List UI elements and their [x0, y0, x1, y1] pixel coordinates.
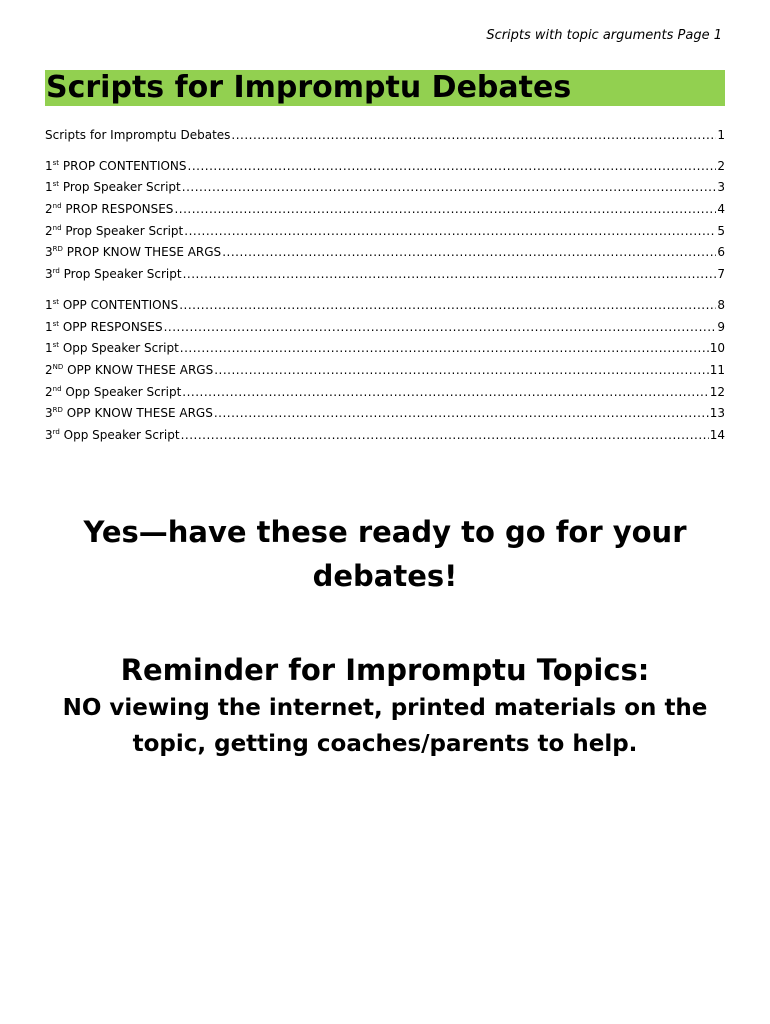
reminder-rule: NO viewing the internet, printed materials on the topic, getting coaches/parents to help. [62, 695, 708, 757]
toc-dot-leader [183, 267, 717, 281]
toc-entry-ordinal-suffix: st [52, 158, 60, 167]
toc-dot-leader [181, 428, 709, 442]
toc-entry-text: PROP CONTENTIONS [59, 158, 187, 173]
title-bar [45, 70, 725, 106]
toc-entry-ordinal: 3 [45, 267, 53, 282]
toc-entry-text: Prop Speaker Script [59, 180, 181, 195]
table-of-contents [45, 128, 725, 450]
toc-dot-leader [174, 202, 716, 216]
toc-entry-label [45, 363, 213, 377]
toc-dot-leader [164, 320, 717, 334]
toc-entry-text: Prop Speaker Script [59, 267, 182, 282]
toc-entry-ordinal-suffix: nd [52, 202, 62, 211]
toc-entry-text: PROP RESPONSES [61, 202, 174, 217]
toc-entry-text: Opp Speaker Script [59, 341, 179, 356]
toc-page-number: 6 [717, 245, 725, 260]
document-title: Scripts for Impromptu Debates [46, 70, 572, 105]
toc-entry-ordinal: 3 [45, 406, 53, 421]
toc-entry-text: OPP KNOW THESE ARGS [63, 362, 214, 377]
toc-entry-text: Opp Speaker Script [59, 427, 180, 442]
toc-page-number: 13 [709, 406, 725, 421]
toc-entry-ordinal: 1 [45, 180, 53, 195]
toc-page-number: 2 [717, 158, 725, 173]
toc-group [45, 159, 725, 289]
toc-entry-ordinal: 2 [45, 384, 53, 399]
toc-entry-text: Prop Speaker Script [61, 223, 184, 238]
toc-page-number: 8 [717, 297, 725, 312]
toc-entry-text: Opp Speaker Script [61, 384, 182, 399]
toc-entry-ordinal: 2 [45, 202, 53, 217]
toc-entry-label [45, 341, 179, 355]
toc-entry-ordinal-suffix: rd [52, 267, 60, 276]
toc-entry[interactable] [45, 159, 725, 181]
toc-entry[interactable] [45, 320, 725, 342]
toc-page-number: 3 [717, 180, 725, 195]
ready-callout: Yes—have these ready to go for your debates! [83, 515, 687, 593]
toc-entry-ordinal-suffix: st [52, 297, 60, 306]
toc-entry-ordinal: 3 [45, 427, 53, 442]
toc-entry-ordinal: 1 [45, 319, 53, 334]
toc-entry-ordinal: 3 [45, 245, 53, 260]
toc-entry-text: OPP KNOW THESE ARGS [62, 406, 213, 421]
toc-entry-ordinal-suffix: st [52, 341, 60, 350]
toc-entry[interactable] [45, 428, 725, 450]
toc-entry-ordinal-suffix: nd [52, 384, 62, 393]
toc-entry-ordinal: 1 [45, 341, 53, 356]
toc-entry-label [45, 128, 230, 142]
toc-entry-label [45, 267, 182, 281]
toc-dot-leader [184, 224, 716, 238]
toc-dot-leader [222, 245, 716, 259]
toc-entry-ordinal-suffix: rd [52, 427, 60, 436]
toc-entry[interactable] [45, 202, 725, 224]
toc-group [45, 128, 725, 150]
toc-dot-leader [214, 363, 709, 377]
toc-entry-label [45, 202, 173, 216]
toc-entry[interactable] [45, 385, 725, 407]
toc-dot-leader [182, 385, 708, 399]
toc-dot-leader [188, 159, 717, 173]
toc-dot-leader [231, 128, 716, 142]
toc-page-number: 7 [717, 267, 725, 282]
toc-page-number: 12 [709, 384, 725, 399]
toc-entry-ordinal-suffix: RD [52, 245, 63, 254]
toc-dot-leader [179, 298, 716, 312]
toc-entry-label [45, 224, 183, 238]
toc-entry[interactable] [45, 406, 725, 428]
toc-entry-text: OPP RESPONSES [59, 319, 163, 334]
toc-page-number: 5 [717, 223, 725, 238]
toc-entry-ordinal: 1 [45, 297, 53, 312]
toc-entry[interactable] [45, 341, 725, 363]
toc-page-number: 1 [717, 128, 725, 142]
toc-entry-ordinal-suffix: ND [52, 362, 64, 371]
toc-page-number: 11 [709, 362, 725, 377]
running-header: Scripts with topic arguments Page 1 [486, 28, 722, 43]
toc-entry-label [45, 245, 221, 259]
toc-entry[interactable] [45, 128, 725, 150]
toc-entry[interactable] [45, 298, 725, 320]
toc-entry-ordinal: 1 [45, 158, 53, 173]
toc-dot-leader [182, 180, 717, 194]
toc-entry[interactable] [45, 267, 725, 289]
toc-entry-ordinal-suffix: nd [52, 223, 62, 232]
toc-entry-ordinal-suffix: RD [52, 406, 63, 415]
toc-entry-ordinal-suffix: st [52, 319, 60, 328]
toc-entry[interactable] [45, 224, 725, 246]
toc-entry-label [45, 180, 181, 194]
toc-dot-leader [214, 406, 709, 420]
toc-page-number: 14 [709, 427, 725, 442]
reminder-heading: Reminder for Impromptu Topics: [120, 653, 650, 687]
toc-dot-leader [180, 341, 709, 355]
toc-group [45, 298, 725, 450]
toc-entry[interactable] [45, 245, 725, 267]
toc-page-number: 9 [717, 319, 725, 334]
toc-entry-label [45, 428, 180, 442]
toc-entry[interactable] [45, 363, 725, 385]
toc-entry-text: Scripts for Impromptu Debates [45, 128, 231, 142]
toc-entry-text: OPP CONTENTIONS [59, 297, 179, 312]
toc-entry-label [45, 385, 181, 399]
toc-entry-label [45, 298, 178, 312]
toc-page-number: 4 [717, 202, 725, 217]
toc-page-number: 10 [709, 341, 725, 356]
toc-entry-ordinal-suffix: st [52, 180, 60, 189]
toc-entry-label [45, 406, 213, 420]
toc-entry-ordinal: 2 [45, 362, 53, 377]
toc-entry[interactable] [45, 180, 725, 202]
toc-entry-text: PROP KNOW THESE ARGS [62, 245, 222, 260]
toc-entry-label [45, 159, 187, 173]
toc-entry-ordinal: 2 [45, 223, 53, 238]
toc-entry-label [45, 320, 163, 334]
